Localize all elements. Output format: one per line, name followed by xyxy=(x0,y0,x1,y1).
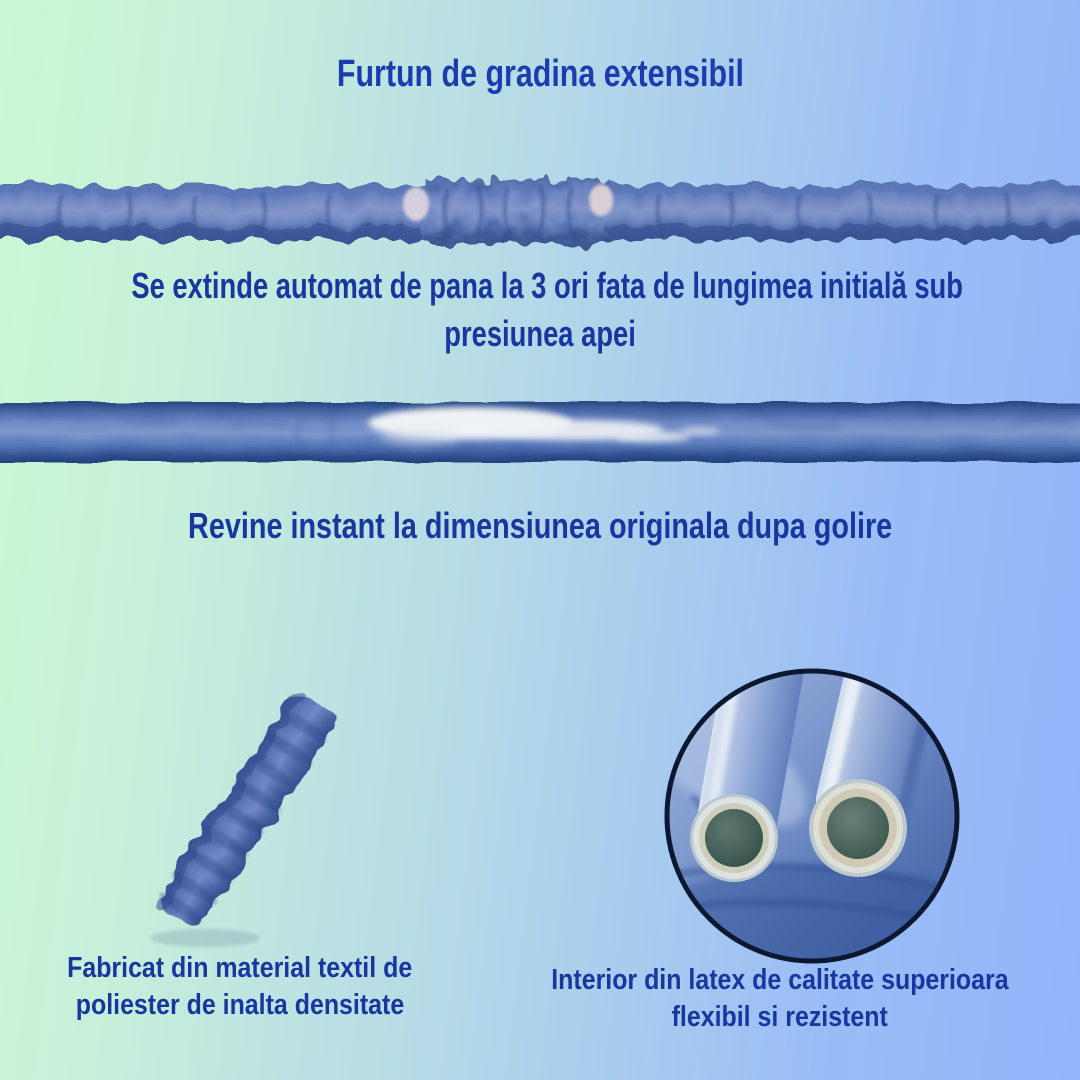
material-caption xyxy=(0,950,480,1024)
extended-hose-photo xyxy=(0,396,1080,468)
expand-caption-line2: presiunea apei xyxy=(444,313,636,354)
hose-cross-section-photo xyxy=(662,666,962,966)
right-tube-cross-section xyxy=(809,779,907,877)
interior-caption-line2: flexibil si rezistent xyxy=(671,1001,889,1033)
expand-caption xyxy=(0,262,1080,358)
compressed-hose-photo xyxy=(0,160,1080,262)
material-caption-line1: Fabricat din material textil de xyxy=(67,952,413,984)
retract-caption xyxy=(0,504,1080,548)
left-tube-cross-section xyxy=(690,794,778,882)
hose-crumpled-middle xyxy=(425,180,610,244)
page-title xyxy=(0,52,1080,96)
interior-caption xyxy=(480,962,1080,1036)
material-caption-line2: poliester de inalta densitate xyxy=(75,989,405,1021)
retract-caption-text: Revine instant la dimensiunea originala dupa golire xyxy=(187,505,893,546)
expand-caption-line1: Se extinde automat de pana la 3 ori fata de lungimea initială sub xyxy=(131,265,963,306)
interior-caption-line1: Interior din latex de calitate superioara xyxy=(551,964,1009,996)
hose-shadow xyxy=(150,929,260,947)
folded-hose-tube xyxy=(150,689,342,936)
folded-hose-photo xyxy=(120,672,380,952)
page-title-text: Furtun de gradina extensibil xyxy=(336,53,744,95)
